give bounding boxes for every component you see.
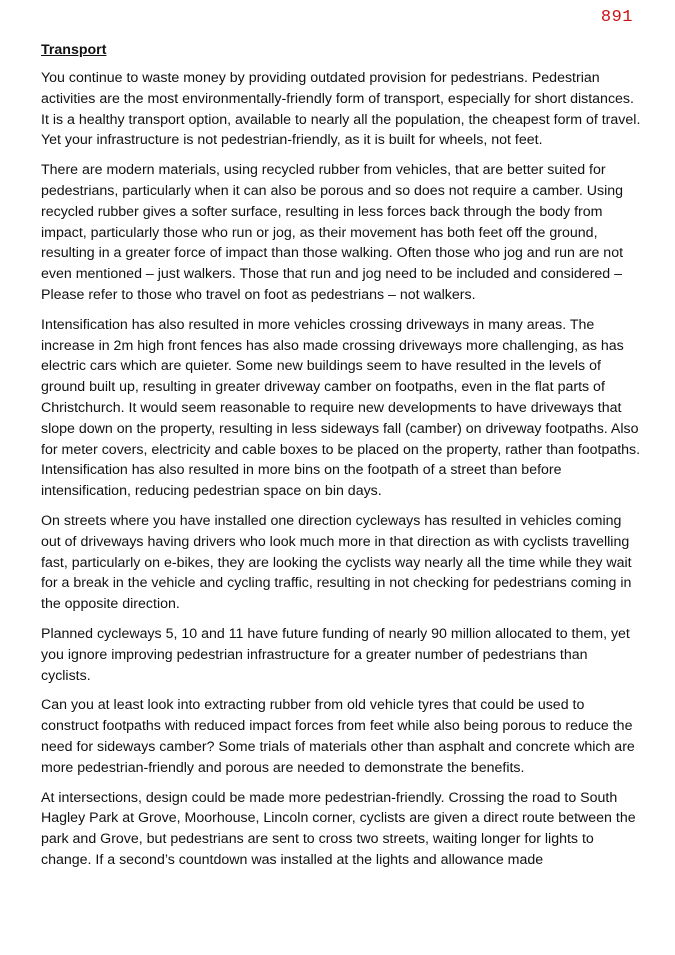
paragraph-intensification: Intensification has also resulted in more vehicles crossing driveways in many areas. The increase in 2m high front fences has also made crossing driveways more challenging, as has electric cars which are quieter. Some new buildings seem to have resulted in the levels of ground built up, resulting in greater driveway camber on footpaths, even in the flat parts of Christchurch. It would seem reasonable to require new developments to have driveways that slope down on the property, resulting in less sideways fall (camber) on driveway footpaths. Also for meter covers, electricity and cable boxes to be placed on the property, rather than footpaths. Intensification has also resulted in more bins on the footpath of a street than before intensification, reducing pedestrian space on bin days.: [41, 316, 641, 500]
paragraph-pedestrian-provision: You continue to waste money by providing outdated provision for pedestrians. Pedestrian activities are the most environmentally-friendly form of transport, especially for short distances. It is a healthy transport option, available to nearly all the population, the cheapest form of travel. Yet your infrastructure is not pedestrian-friendly, as it is built for wheels, not feet.: [41, 70, 641, 149]
page-number: 891: [600, 8, 633, 27]
paragraph-cycleway-funding: Planned cycleways 5, 10 and 11 have future funding of nearly 90 million allocated to them, yet you ignore improving pedestrian infrastructure for a greater number of pedestrians than cyclists.: [41, 625, 630, 684]
section-heading: Transport: [41, 42, 107, 58]
paragraph-cycleways-driveways: On streets where you have installed one direction cycleways has resulted in vehicles coming out of driveways having drivers who look much more in that direction as with cyclists travelling fast, particularly on e-bikes, they are looking the cyclists way nearly all the time while they wait for a break in the vehicle and cycling traffic, resulting in not checking for pedestrians coming in the opposite direction.: [41, 512, 632, 613]
paragraph-intersections: At intersections, design could be made more pedestrian-friendly. Crossing the road to South Hagley Park at Grove, Moorhouse, Lincoln corner, cyclists are given a direct route between the park and Grove, but pedestrians are sent to cross two streets, waiting longer for lights to change. If a second’s countdown was installed at the lights and allowance made: [41, 789, 636, 868]
document-body: [41, 40, 641, 880]
paragraph-recycled-rubber: There are modern materials, using recycled rubber from vehicles, that are better suited for pedestrians, particularly when it can also be porous and so does not require a camber. Using recycled rubber gives a softer surface, resulting in less forces back through the body from impact, particularly those who run or jog, as their movement has both feet off the ground, resulting in a greater force of impact than those walking. Often those who jog and run are not even mentioned – just walkers. Those that run and jog need to be included and considered – Please refer to those who travel on foot as pedestrians – not walkers.: [41, 162, 624, 303]
paragraph-rubber-footpaths: Can you at least look into extracting rubber from old vehicle tyres that could be used to construct footpaths with reduced impact forces from feet while also being porous to reduce the need for sideways camber? Some trials of materials other than asphalt and concrete which are more pedestrian-friendly and porous are needed to demonstrate the benefits.: [41, 697, 635, 776]
